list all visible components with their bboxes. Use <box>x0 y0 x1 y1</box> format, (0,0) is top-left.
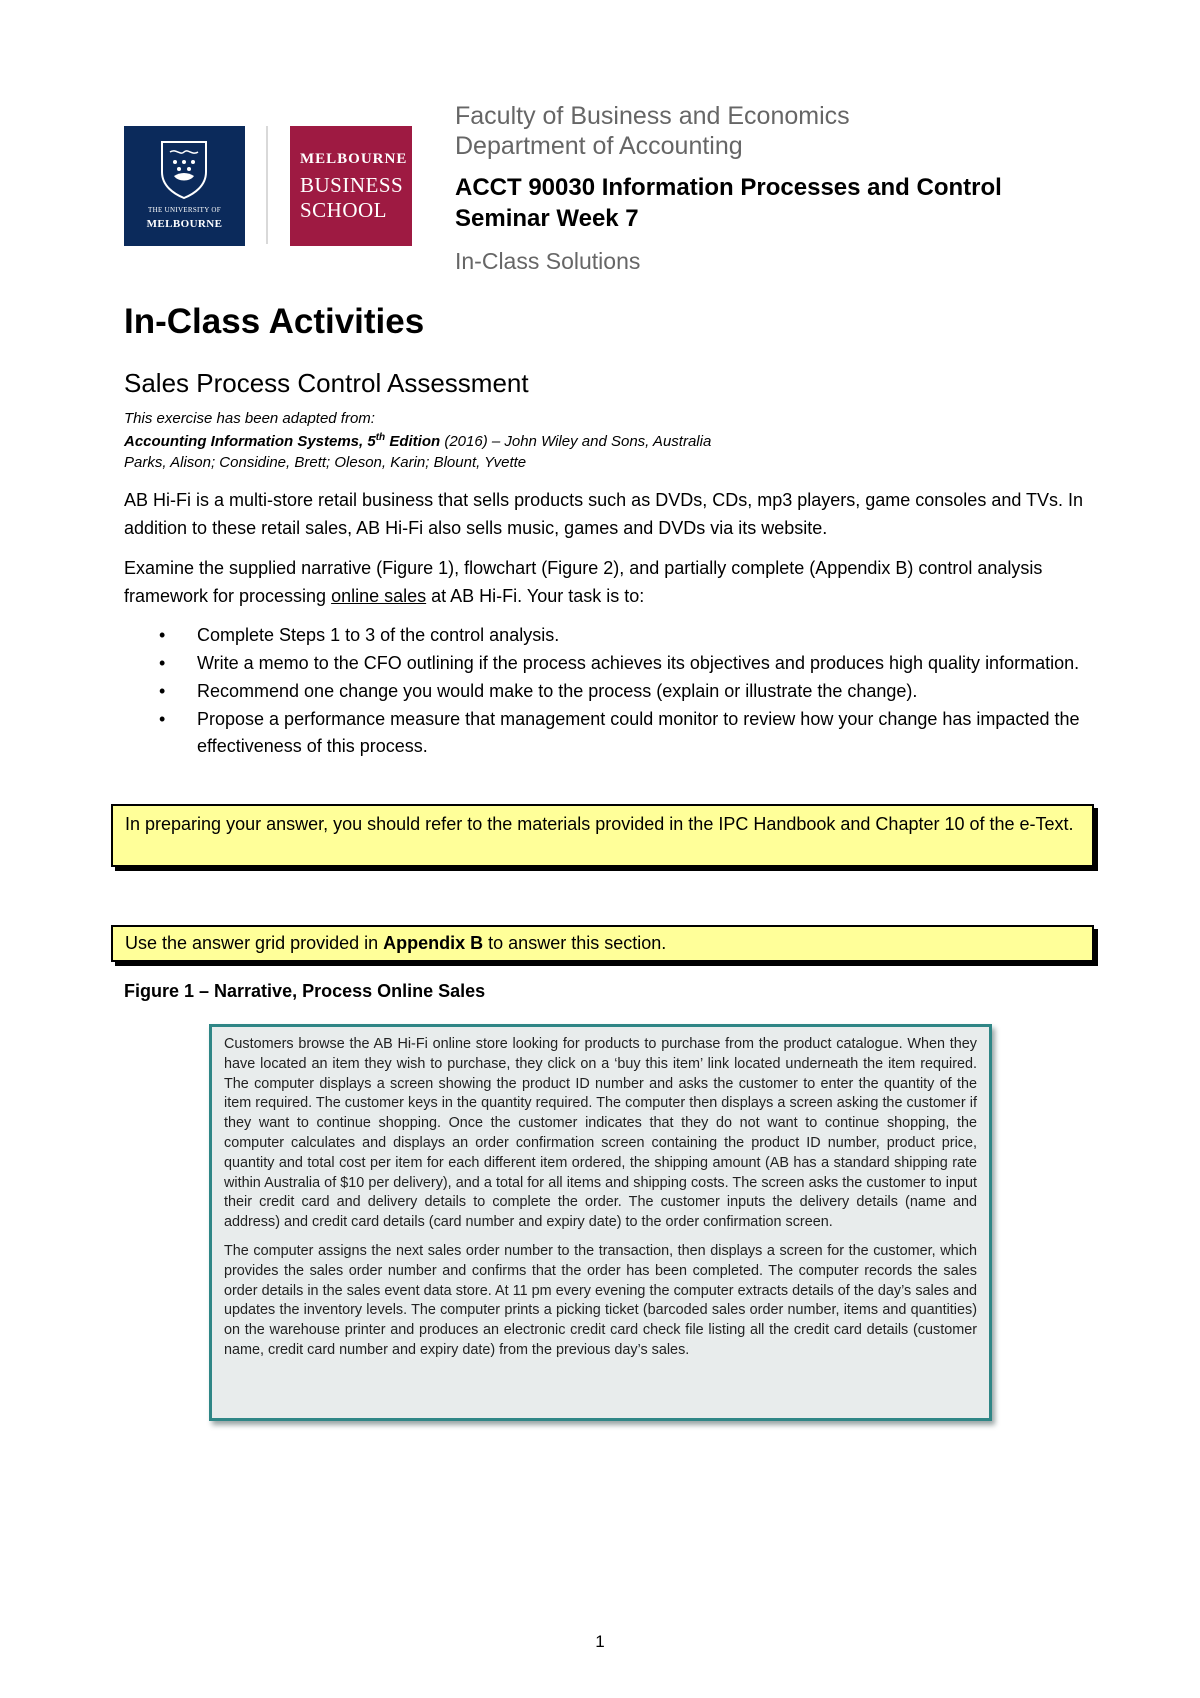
source-publisher: (2016) – John Wiley and Sons, Australia <box>440 433 712 450</box>
seminar-week: Seminar Week 7 <box>455 205 639 232</box>
university-crest-icon <box>158 138 210 200</box>
melbourne-business-school-logo <box>290 126 412 246</box>
page-number: 1 <box>595 1632 605 1651</box>
answer-grid-box <box>111 925 1094 962</box>
task-text: Propose a performance measure that management could monitor to review how your change has impacted the effectiveness of this process. <box>197 709 1080 756</box>
section-subtitle: Sales Process Control Assessment <box>124 368 529 398</box>
uni-logo-line1: THE UNIVERSITY OF <box>148 206 221 214</box>
note-box: In preparing your answer, you should refer to the materials provided in the IPC Handbook and Chapter 10 of the e-Text. <box>111 804 1094 867</box>
faculty-name: Faculty of Business and Economics <box>455 102 850 130</box>
bullet-icon: • <box>159 653 166 673</box>
source-intro: This exercise has been adapted from: <box>124 410 375 427</box>
task-text: Complete Steps 1 to 3 of the control analysis. <box>197 625 560 645</box>
list-item <box>124 706 1104 760</box>
bullet-icon: • <box>159 625 166 645</box>
answer-box-after: to answer this section. <box>483 933 667 953</box>
figure-caption: Figure 1 – Narrative, Process Online Sales <box>124 981 486 1001</box>
source-edition-sup: th <box>375 432 386 443</box>
narrative-paragraph: The computer assigns the next sales order number to the transaction, then displays a screen for the customer, which provides the sales order number and confirms that the order has been completed. The computer records the sales order details in the sales event data store. At 11 pm every evening the computer extracts details of the day’s sales and updates the inventory levels. The computer prints a picking ticket (barcoded sales order number, items and quantities) on the warehouse printer and produces an electronic credit card check file listing all the credit card details (customer name, credit card number and expiry date) from the previous day’s sales. <box>224 1242 977 1358</box>
task-paragraph <box>124 554 1104 610</box>
task-text-after: at AB Hi-Fi. Your task is to: <box>426 586 645 606</box>
source-authors: Parks, Alison; Considine, Brett; Oleson, Karin; Blount, Yvette <box>124 454 527 471</box>
source-citation <box>124 432 711 450</box>
task-list <box>124 622 1104 761</box>
list-item <box>124 678 1104 705</box>
task-text-before: Examine the supplied narrative (Figure 1), flowchart (Figure 2), and partially complete (Appendix B) control analysis framework for processing <box>124 558 1043 606</box>
narrative-paragraph: Customers browse the AB Hi-Fi online store looking for products to purchase from the product catalogue. When they have located an item they wish to purchase, they click on a ‘buy this item’ link located underneath the item required. The computer displays a screen showing the product ID number and asks the customer to enter the quantity of the item required. The customer keys in the quantity required. The computer then displays a screen asking the customer if they want to continue shopping. Once the customer indicates that they do not want to continue shopping, the computer calculates and displays an order confirmation screen containing the product ID number, product price, quantity and total cost per item for each different item ordered, the shipping amount (AB has a standard shipping rate within Australia of $10 per delivery), and a total for all items and shipping costs. The screen asks the customer to input their credit card and delivery details to complete the order. The customer inputs the delivery details (name and address) and credit card details (card number and expiry date) to the order confirmation screen. <box>224 1036 977 1231</box>
task-text: Recommend one change you would make to the process (explain or illustrate the change). <box>197 681 918 701</box>
bullet-icon: • <box>159 681 166 701</box>
answer-box-bold: Appendix B <box>383 933 484 953</box>
logo-divider <box>266 126 268 244</box>
uni-logo-line2: MELBOURNE <box>146 218 223 230</box>
source-book: Accounting Information Systems, 5 <box>124 433 376 450</box>
intro-paragraph: AB Hi-Fi is a multi-store retail business that sells products such as DVDs, CDs, mp3 players, game consoles and TVs. In addition to these retail sales, AB Hi-Fi also sells music, games and DVDs via its website. <box>124 490 1084 538</box>
list-item <box>124 650 1104 677</box>
mbs-logo-line3: SCHOOL <box>300 198 388 222</box>
university-of-melbourne-logo <box>124 126 245 246</box>
task-text: Write a memo to the CFO outlining if the process achieves its objectives and produces high quality information. <box>197 653 1080 673</box>
answer-box-before: Use the answer grid provided in <box>125 933 384 953</box>
course-title: ACCT 90030 Information Processes and Control <box>455 174 1002 201</box>
task-text-underlined: online sales <box>331 586 427 606</box>
mbs-logo-line2: BUSINESS <box>300 173 404 197</box>
source-edition-word: Edition <box>385 433 441 450</box>
department-name: Department of Accounting <box>455 132 743 160</box>
mbs-logo-line1: MELBOURNE <box>300 151 408 167</box>
bullet-icon: • <box>159 709 166 729</box>
list-item <box>124 622 1104 649</box>
narrative-figure <box>209 1024 992 1421</box>
page-title: In-Class Activities <box>124 302 425 341</box>
document-type: In-Class Solutions <box>455 248 641 274</box>
